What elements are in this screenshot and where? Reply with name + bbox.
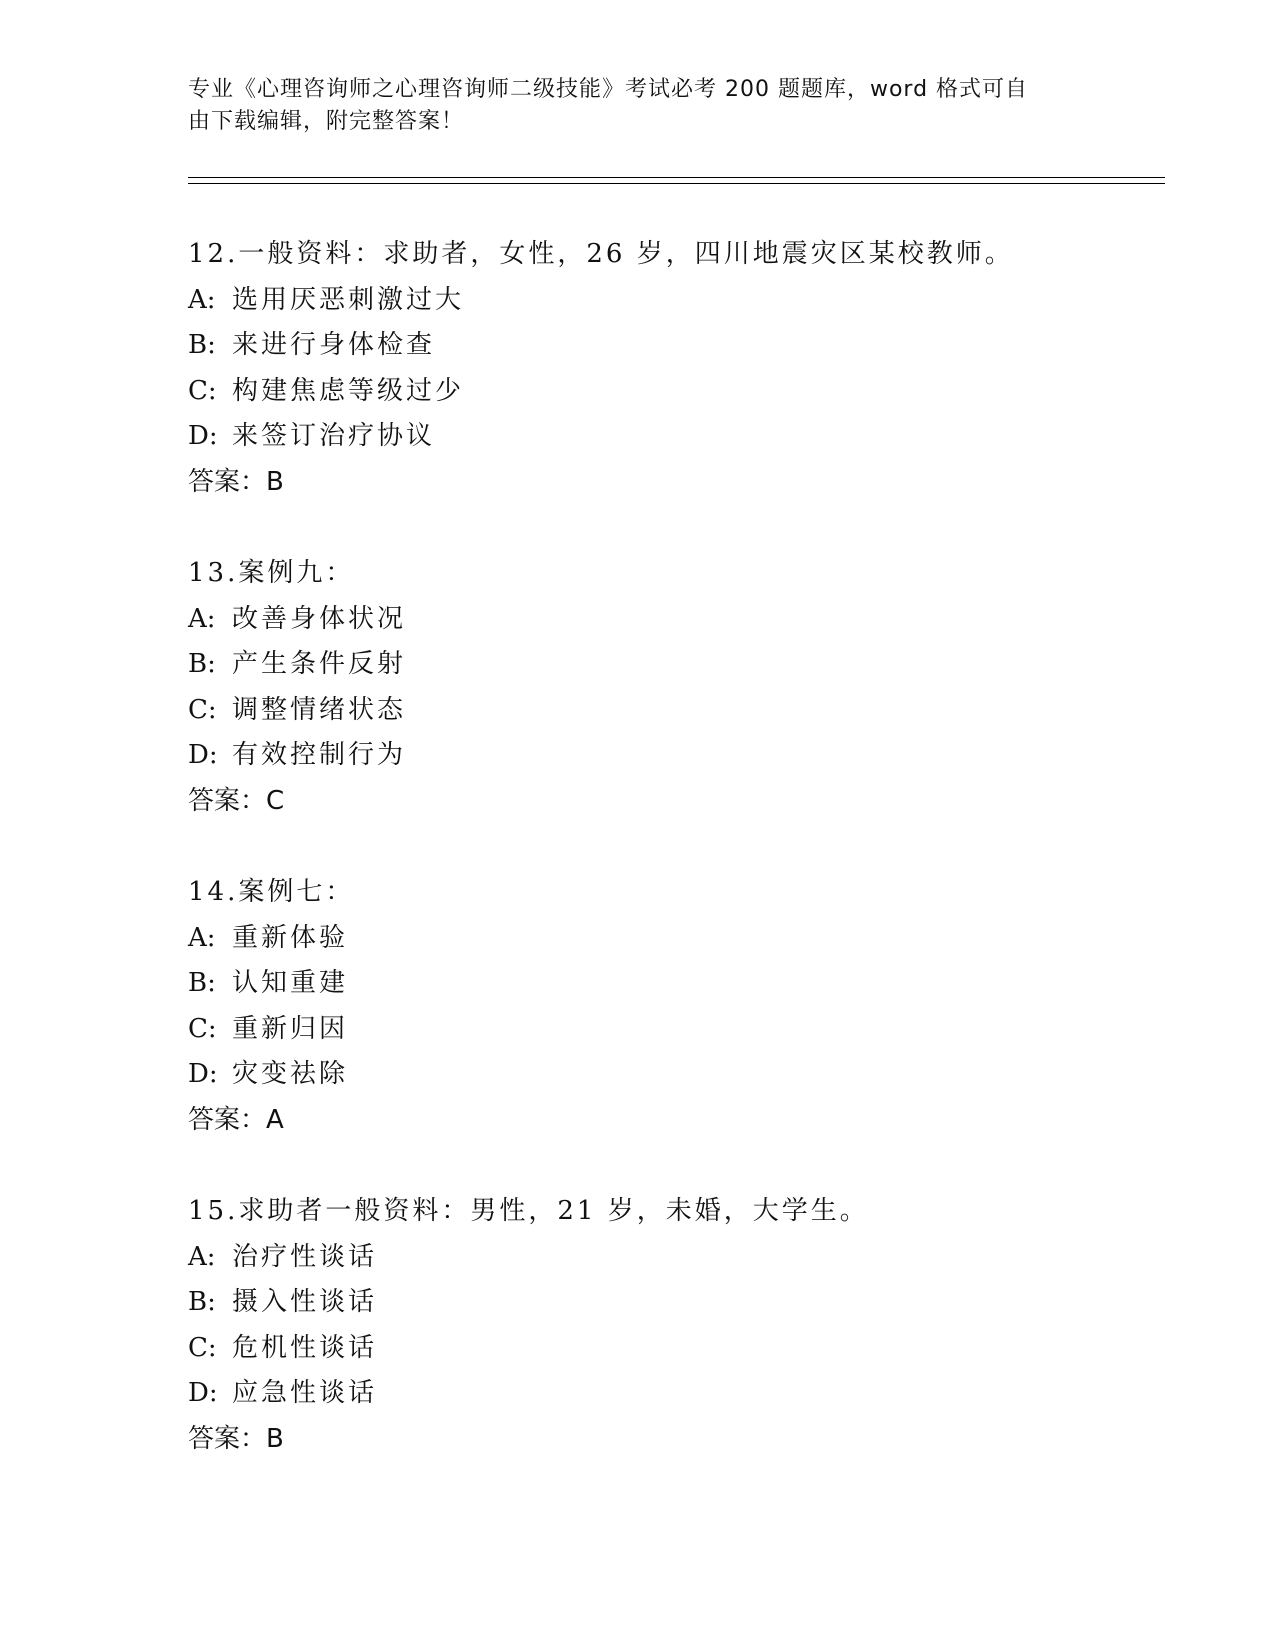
option-text: 调整情绪状态 [232,694,407,725]
option-d [188,733,1168,779]
answer-line: 答案：C [188,785,285,816]
option-a [188,278,1168,324]
option-text: 重新归因 [232,1013,349,1044]
document-header [188,74,1068,138]
option-c [188,369,1168,415]
option-letter: C: [188,1332,217,1363]
option-letter: C: [188,694,217,725]
option-text: 治疗性谈话 [232,1241,378,1272]
option-c [188,1007,1168,1053]
question-14 [188,870,1168,1143]
option-letter: A: [188,922,216,953]
option-text: 产生条件反射 [232,649,407,679]
option-text: 重新体验 [232,922,349,953]
question-stem: 15.求助者一般资料：男性，21 岁，未婚，大学生。 [188,1196,869,1226]
option-text: 选用厌恶刺激过大 [232,284,465,315]
option-letter: A: [188,284,216,315]
option-a [188,916,1168,962]
option-letter: D: [188,1378,218,1408]
question-stem: 13.案例九： [188,558,355,588]
option-text: 应急性谈话 [232,1378,378,1408]
option-letter: D: [188,421,218,451]
header-line-1: 专业《心理咨询师之心理咨询师二级技能》考试必考 200 题题库，word 格式可自 [188,77,1029,102]
header-divider-bottom [188,183,1165,184]
option-d [188,1371,1168,1417]
option-text: 来进行身体检查 [232,330,436,360]
question-12 [188,232,1168,505]
option-text: 来签订治疗协议 [232,421,436,451]
option-c [188,1326,1168,1372]
option-a [188,1235,1168,1281]
option-d [188,1052,1168,1098]
option-text: 危机性谈话 [232,1332,378,1363]
option-letter: B: [188,1287,216,1317]
option-text: 认知重建 [232,968,349,998]
option-text: 有效控制行为 [232,740,407,770]
header-divider-top [188,177,1165,178]
option-b [188,323,1168,369]
answer-line: 答案：B [188,466,284,497]
question-15 [188,1189,1168,1462]
option-text: 构建焦虑等级过少 [232,375,465,406]
option-letter: D: [188,740,218,770]
option-letter: B: [188,968,216,998]
header-line-2: 由下载编辑，附完整答案！ [188,109,465,134]
option-text: 摄入性谈话 [232,1287,378,1317]
option-b [188,1280,1168,1326]
question-13 [188,551,1168,824]
option-b [188,642,1168,688]
option-text: 改善身体状况 [232,603,407,634]
answer-line: 答案：A [188,1104,284,1135]
answer-line: 答案：B [188,1423,284,1454]
option-letter: C: [188,375,217,406]
option-letter: B: [188,330,216,360]
question-stem: 14.案例七： [188,877,355,907]
option-letter: B: [188,649,216,679]
option-text: 灾变祛除 [232,1059,349,1089]
option-letter: A: [188,1241,216,1272]
option-b [188,961,1168,1007]
option-letter: D: [188,1059,218,1089]
option-c [188,688,1168,734]
option-a [188,597,1168,643]
option-d [188,414,1168,460]
question-stem: 12.一般资料：求助者，女性，26 岁，四川地震灾区某校教师。 [188,239,1014,269]
option-letter: C: [188,1013,217,1044]
option-letter: A: [188,603,216,634]
